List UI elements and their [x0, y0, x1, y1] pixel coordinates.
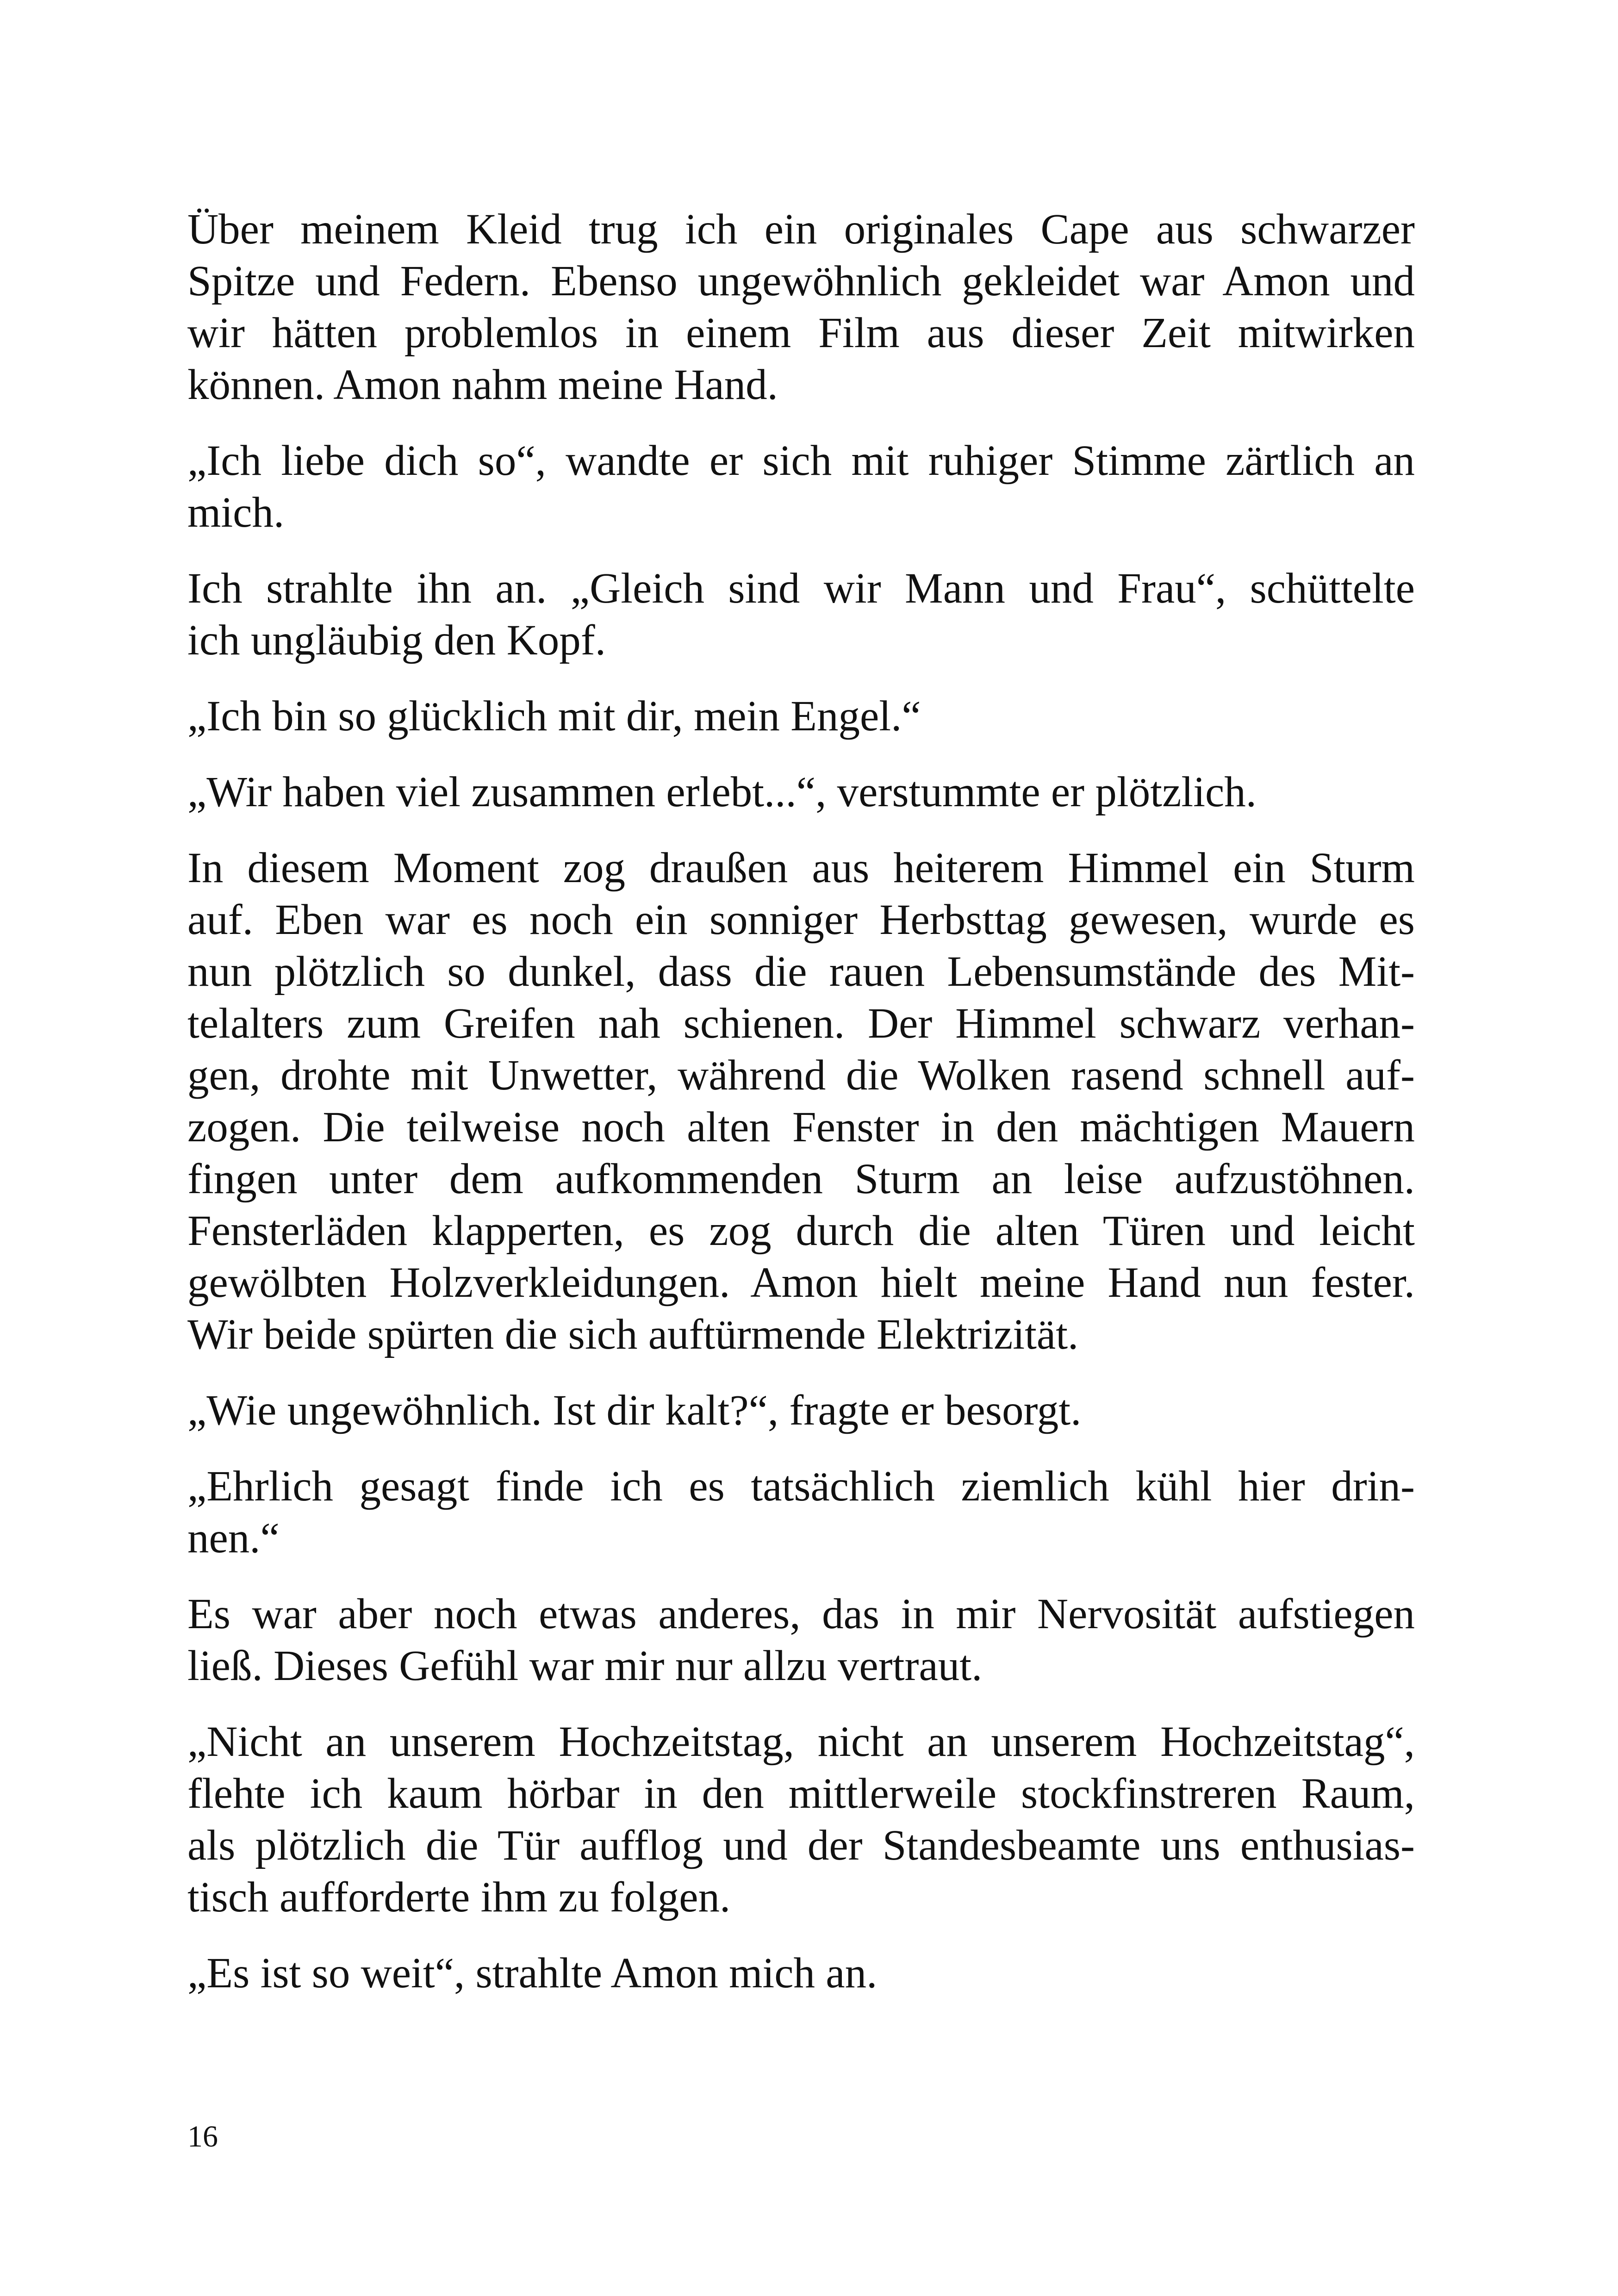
text-line: gewölbten Holzverkleidungen. Amon hielt meine Hand nun fester. [187, 1259, 1415, 1307]
text-line: fingen unter dem aufkommenden Sturm an leise aufzustöhnen. [187, 1155, 1415, 1203]
text-line: Spitze und Federn. Ebenso ungewöhnlich gekleidet war Amon und [187, 257, 1415, 305]
body-text [187, 204, 1415, 2023]
paragraph [187, 435, 1415, 539]
paragraph [187, 1461, 1415, 1564]
text-line: wir hätten problemlos in einem Film aus dieser Zeit mitwirken [187, 309, 1415, 357]
text-line: Es war aber noch etwas anderes, das in mir Nervosität aufstiegen [187, 1590, 1415, 1638]
paragraph [187, 691, 1415, 742]
paragraph [187, 563, 1415, 666]
paragraph [187, 1385, 1415, 1437]
paragraph [187, 1716, 1415, 1923]
text-line: Fensterläden klapperten, es zog durch die alten Türen und leicht [187, 1207, 1415, 1255]
text-line: nun plötzlich so dunkel, dass die rauen Lebensumstände des Mit- [187, 948, 1415, 996]
text-line: „Wie ungewöhnlich. Ist dir kalt?“, fragte er besorgt. [187, 1387, 1082, 1434]
paragraph [187, 766, 1415, 818]
text-line: nen.“ [187, 1514, 280, 1562]
paragraph [187, 204, 1415, 411]
text-line: flehte ich kaum hörbar in den mittlerweile stockfinstreren Raum, [187, 1770, 1415, 1817]
text-line: gen, drohte mit Unwetter, während die Wolken rasend schnell auf- [187, 1052, 1415, 1099]
text-line: zogen. Die teilweise noch alten Fenster in den mächtigen Mauern [187, 1103, 1415, 1151]
text-line: tisch aufforderte ihm zu folgen. [187, 1873, 731, 1921]
text-line: „Es ist so weit“, strahlte Amon mich an. [187, 1949, 877, 1997]
text-line: „Wir haben viel zusammen erlebt...“, verstummte er plötzlich. [187, 768, 1257, 816]
text-line: „Ich liebe dich so“, wandte er sich mit ruhiger Stimme zärtlich an [187, 437, 1415, 485]
text-line: auf. Eben war es noch ein sonniger Herbsttag gewesen, wurde es [187, 896, 1415, 944]
text-line: als plötzlich die Tür aufflog und der Standesbeamte uns enthusias- [187, 1822, 1415, 1869]
text-line: In diesem Moment zog draußen aus heiterem Himmel ein Sturm [187, 844, 1415, 892]
text-line: „Nicht an unserem Hochzeitstag, nicht an unserem Hochzeitstag“, [187, 1718, 1415, 1766]
text-line: können. Amon nahm meine Hand. [187, 361, 778, 409]
text-line: „Ich bin so glücklich mit dir, mein Engel.“ [187, 692, 921, 740]
text-line: Ich strahlte ihn an. „Gleich sind wir Mann und Frau“, schüttelte [187, 565, 1415, 612]
paragraph [187, 1948, 1415, 1999]
text-line: ließ. Dieses Gefühl war mir nur allzu vertraut. [187, 1642, 983, 1690]
text-line: ich ungläubig den Kopf. [187, 616, 606, 664]
text-line: Über meinem Kleid trug ich ein originales Cape aus schwarzer [187, 205, 1415, 253]
page-number: 16 [187, 2120, 218, 2153]
text-line: Wir beide spürten die sich auftürmende Elektrizität. [187, 1311, 1079, 1358]
paragraph [187, 1588, 1415, 1692]
text-line: mich. [187, 489, 285, 536]
paragraph [187, 842, 1415, 1361]
text-line: telalters zum Greifen nah schienen. Der Himmel schwarz verhan- [187, 1000, 1415, 1047]
text-line: „Ehrlich gesagt finde ich es tatsächlich ziemlich kühl hier drin- [187, 1462, 1415, 1510]
